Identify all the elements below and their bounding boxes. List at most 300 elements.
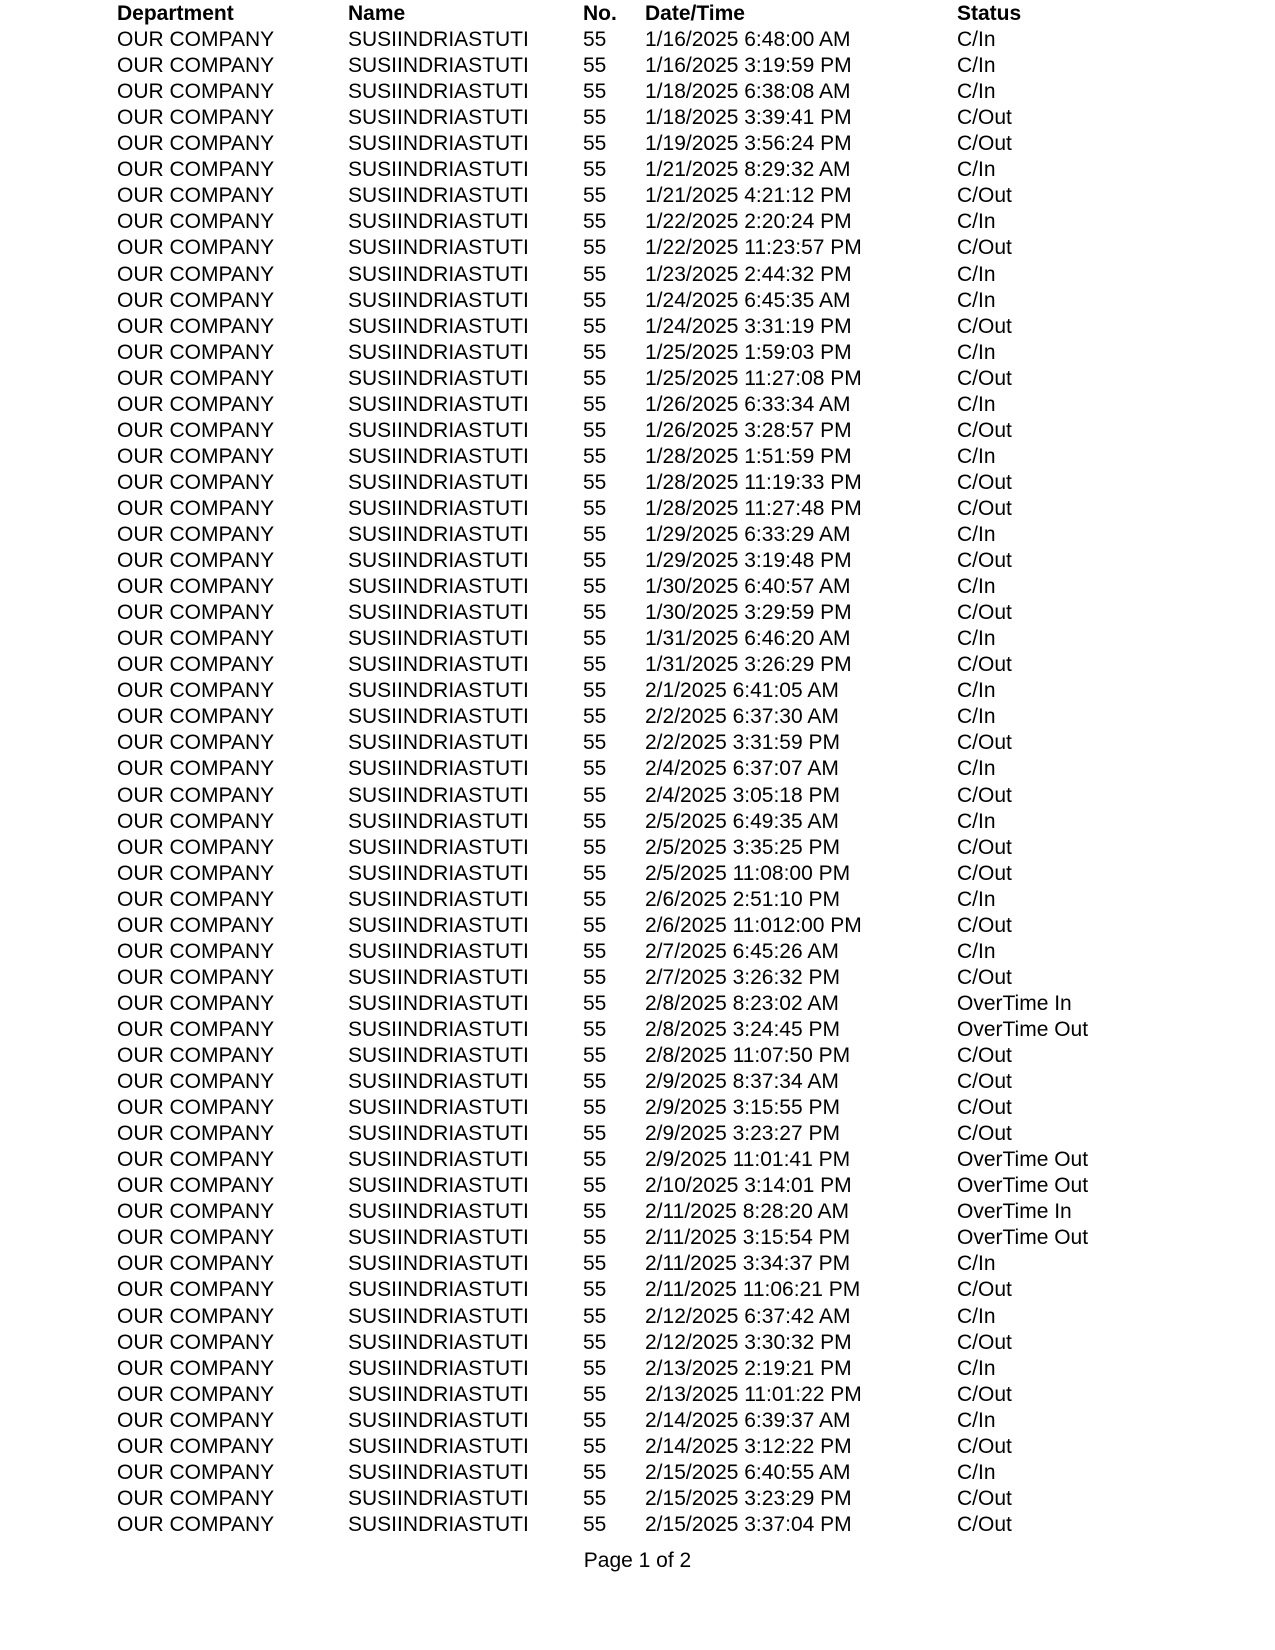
cell-datetime: 1/30/2025 6:40:57 AM xyxy=(645,575,851,599)
cell-datetime: 2/14/2025 3:12:22 PM xyxy=(645,1434,852,1458)
cell-department: OUR COMPANY xyxy=(117,158,275,182)
cell-no: 55 xyxy=(583,1044,607,1067)
table-row xyxy=(0,27,1275,53)
cell-name: SUSIINDRIASTUTI xyxy=(348,1382,529,1406)
cell-department: OUR COMPANY xyxy=(117,496,275,520)
table-row xyxy=(0,444,1275,470)
cell-no: 55 xyxy=(583,809,607,833)
cell-status: C/In xyxy=(957,939,996,963)
cell-no: 55 xyxy=(583,496,607,520)
cell-name: SUSIINDRIASTUTI xyxy=(348,1070,529,1093)
cell-no: 55 xyxy=(583,132,607,156)
table-row xyxy=(0,1486,1275,1512)
cell-status: C/Out xyxy=(957,965,1012,989)
table-row xyxy=(0,366,1275,392)
cell-name: SUSIINDRIASTUTI xyxy=(348,158,529,182)
cell-datetime: 2/11/2025 11:06:21 PM xyxy=(645,1278,861,1302)
table-row xyxy=(0,470,1275,496)
cell-status: C/Out xyxy=(957,1096,1012,1119)
cell-datetime: 2/1/2025 6:41:05 AM xyxy=(645,679,839,703)
cell-datetime: 2/8/2025 11:07:50 PM xyxy=(645,1044,851,1067)
cell-status: C/Out xyxy=(957,1122,1012,1146)
cell-department: OUR COMPANY xyxy=(117,1200,275,1224)
cell-no: 55 xyxy=(583,1434,607,1458)
cell-department: OUR COMPANY xyxy=(117,1434,275,1458)
cell-no: 55 xyxy=(583,1408,607,1432)
cell-no: 55 xyxy=(583,470,607,494)
cell-status: C/In xyxy=(957,54,996,77)
cell-department: OUR COMPANY xyxy=(117,1252,275,1276)
cell-department: OUR COMPANY xyxy=(117,913,275,937)
cell-status: C/Out xyxy=(957,835,1012,859)
cell-department: OUR COMPANY xyxy=(117,366,275,390)
cell-status: C/Out xyxy=(957,314,1012,338)
cell-no: 55 xyxy=(583,783,607,807)
cell-status: C/In xyxy=(957,809,996,833)
cell-datetime: 1/21/2025 8:29:32 AM xyxy=(645,158,851,182)
cell-datetime: 1/24/2025 6:45:35 AM xyxy=(645,288,851,312)
cell-status: OverTime Out xyxy=(957,1174,1089,1198)
cell-no: 55 xyxy=(583,1070,607,1093)
cell-department: OUR COMPANY xyxy=(117,28,275,51)
cell-name: SUSIINDRIASTUTI xyxy=(348,939,529,963)
cell-no: 55 xyxy=(583,627,607,651)
cell-department: OUR COMPANY xyxy=(117,601,275,625)
table-row xyxy=(0,913,1275,939)
table-row xyxy=(0,600,1275,626)
cell-no: 55 xyxy=(583,366,607,390)
cell-department: OUR COMPANY xyxy=(117,809,275,833)
cell-status: C/Out xyxy=(957,1278,1012,1302)
cell-department: OUR COMPANY xyxy=(117,80,275,104)
cell-datetime: 2/2/2025 6:37:30 AM xyxy=(645,705,839,729)
cell-no: 55 xyxy=(583,601,607,625)
cell-department: OUR COMPANY xyxy=(117,835,275,859)
cell-no: 55 xyxy=(583,653,607,677)
cell-name: SUSIINDRIASTUTI xyxy=(348,132,529,156)
cell-datetime: 1/29/2025 6:33:29 AM xyxy=(645,523,851,546)
table-row xyxy=(0,105,1275,131)
table-row xyxy=(0,1408,1275,1434)
cell-no: 55 xyxy=(583,1486,607,1510)
cell-datetime: 1/26/2025 6:33:34 AM xyxy=(645,392,851,416)
table-row xyxy=(0,887,1275,913)
cell-department: OUR COMPANY xyxy=(117,731,275,755)
cell-department: OUR COMPANY xyxy=(117,549,275,572)
cell-datetime: 2/5/2025 3:35:25 PM xyxy=(645,835,840,859)
cell-datetime: 2/10/2025 3:14:01 PM xyxy=(645,1174,852,1198)
column-header-datetime: Date/Time xyxy=(645,2,745,25)
cell-department: OUR COMPANY xyxy=(117,340,275,364)
table-row xyxy=(0,1512,1275,1538)
cell-datetime: 2/7/2025 3:26:32 PM xyxy=(645,965,840,989)
cell-status: C/In xyxy=(957,887,996,911)
cell-datetime: 1/29/2025 3:19:48 PM xyxy=(645,549,852,572)
cell-status: C/In xyxy=(957,262,996,286)
cell-datetime: 2/5/2025 11:08:00 PM xyxy=(645,861,851,885)
table-row xyxy=(0,1225,1275,1251)
cell-name: SUSIINDRIASTUTI xyxy=(348,106,529,130)
column-header-no: No. xyxy=(583,2,617,25)
cell-datetime: 2/12/2025 6:37:42 AM xyxy=(645,1304,851,1328)
cell-no: 55 xyxy=(583,549,607,572)
cell-name: SUSIINDRIASTUTI xyxy=(348,913,529,937)
cell-status: C/Out xyxy=(957,1382,1012,1406)
table-row xyxy=(0,574,1275,600)
cell-department: OUR COMPANY xyxy=(117,705,275,729)
cell-datetime: 2/2/2025 3:31:59 PM xyxy=(645,731,840,755)
table-row xyxy=(0,678,1275,704)
cell-status: C/Out xyxy=(957,549,1012,572)
cell-department: OUR COMPANY xyxy=(117,627,275,651)
cell-status: C/Out xyxy=(957,783,1012,807)
cell-datetime: 1/21/2025 4:21:12 PM xyxy=(645,184,852,208)
table-row xyxy=(0,496,1275,522)
cell-no: 55 xyxy=(583,523,607,546)
cell-status: C/In xyxy=(957,705,996,729)
cell-status: C/Out xyxy=(957,1044,1012,1067)
cell-status: C/In xyxy=(957,679,996,703)
cell-datetime: 2/9/2025 8:37:34 AM xyxy=(645,1070,839,1093)
table-header xyxy=(0,1,1275,27)
cell-department: OUR COMPANY xyxy=(117,965,275,989)
cell-name: SUSIINDRIASTUTI xyxy=(348,80,529,104)
cell-status: C/In xyxy=(957,340,996,364)
cell-datetime: 1/16/2025 3:19:59 PM xyxy=(645,54,852,77)
column-header-department: Department xyxy=(117,2,234,25)
cell-department: OUR COMPANY xyxy=(117,288,275,312)
cell-name: SUSIINDRIASTUTI xyxy=(348,1200,529,1224)
cell-department: OUR COMPANY xyxy=(117,262,275,286)
cell-name: SUSIINDRIASTUTI xyxy=(348,679,529,703)
cell-department: OUR COMPANY xyxy=(117,1278,275,1302)
cell-datetime: 2/14/2025 6:39:37 AM xyxy=(645,1408,851,1432)
cell-name: SUSIINDRIASTUTI xyxy=(348,1512,529,1536)
cell-name: SUSIINDRIASTUTI xyxy=(348,1017,529,1041)
cell-datetime: 2/8/2025 3:24:45 PM xyxy=(645,1017,840,1041)
cell-name: SUSIINDRIASTUTI xyxy=(348,210,529,234)
cell-name: SUSIINDRIASTUTI xyxy=(348,809,529,833)
cell-name: SUSIINDRIASTUTI xyxy=(348,861,529,885)
cell-status: C/Out xyxy=(957,601,1012,625)
cell-name: SUSIINDRIASTUTI xyxy=(348,392,529,416)
cell-no: 55 xyxy=(583,1200,607,1224)
cell-department: OUR COMPANY xyxy=(117,1070,275,1093)
table-row xyxy=(0,522,1275,548)
cell-status: C/In xyxy=(957,1356,996,1380)
cell-status: OverTime In xyxy=(957,1200,1072,1224)
cell-name: SUSIINDRIASTUTI xyxy=(348,496,529,520)
cell-datetime: 2/15/2025 3:37:04 PM xyxy=(645,1512,852,1536)
cell-department: OUR COMPANY xyxy=(117,184,275,208)
cell-no: 55 xyxy=(583,887,607,911)
cell-status: C/Out xyxy=(957,236,1012,260)
cell-department: OUR COMPANY xyxy=(117,1148,275,1172)
cell-no: 55 xyxy=(583,1304,607,1328)
cell-status: C/Out xyxy=(957,106,1012,130)
cell-status: C/Out xyxy=(957,1486,1012,1510)
cell-datetime: 2/11/2025 3:15:54 PM xyxy=(645,1226,851,1250)
cell-name: SUSIINDRIASTUTI xyxy=(348,1148,529,1172)
cell-datetime: 2/6/2025 11:012:00 PM xyxy=(645,913,862,937)
cell-no: 55 xyxy=(583,314,607,338)
cell-status: C/Out xyxy=(957,470,1012,494)
cell-department: OUR COMPANY xyxy=(117,757,275,781)
cell-name: SUSIINDRIASTUTI xyxy=(348,366,529,390)
cell-department: OUR COMPANY xyxy=(117,991,275,1015)
cell-department: OUR COMPANY xyxy=(117,54,275,77)
table-row xyxy=(0,1069,1275,1095)
cell-name: SUSIINDRIASTUTI xyxy=(348,991,529,1015)
table-row xyxy=(0,79,1275,105)
cell-no: 55 xyxy=(583,861,607,885)
cell-datetime: 1/19/2025 3:56:24 PM xyxy=(645,132,852,156)
cell-name: SUSIINDRIASTUTI xyxy=(348,54,529,77)
cell-no: 55 xyxy=(583,1174,607,1198)
cell-name: SUSIINDRIASTUTI xyxy=(348,1096,529,1119)
cell-name: SUSIINDRIASTUTI xyxy=(348,1278,529,1302)
cell-datetime: 1/24/2025 3:31:19 PM xyxy=(645,314,852,338)
table-row xyxy=(0,626,1275,652)
table-row xyxy=(0,1121,1275,1147)
cell-name: SUSIINDRIASTUTI xyxy=(348,418,529,442)
cell-datetime: 1/23/2025 2:44:32 PM xyxy=(645,262,852,286)
table-row xyxy=(0,1434,1275,1460)
cell-name: SUSIINDRIASTUTI xyxy=(348,1330,529,1354)
cell-name: SUSIINDRIASTUTI xyxy=(348,627,529,651)
cell-name: SUSIINDRIASTUTI xyxy=(348,1044,529,1067)
table-row xyxy=(0,131,1275,157)
cell-status: C/In xyxy=(957,523,996,546)
cell-no: 55 xyxy=(583,1278,607,1302)
cell-no: 55 xyxy=(583,444,607,468)
cell-datetime: 1/25/2025 11:27:08 PM xyxy=(645,366,862,390)
cell-datetime: 2/11/2025 3:34:37 PM xyxy=(645,1252,851,1276)
cell-department: OUR COMPANY xyxy=(117,861,275,885)
table-row xyxy=(0,1199,1275,1225)
cell-status: C/Out xyxy=(957,1070,1012,1093)
cell-status: C/In xyxy=(957,444,996,468)
table-row xyxy=(0,652,1275,678)
table-row xyxy=(0,1251,1275,1277)
table-row xyxy=(0,783,1275,809)
cell-name: SUSIINDRIASTUTI xyxy=(348,1356,529,1380)
cell-department: OUR COMPANY xyxy=(117,1382,275,1406)
cell-no: 55 xyxy=(583,1252,607,1276)
cell-status: C/In xyxy=(957,575,996,599)
table-row xyxy=(0,965,1275,991)
cell-status: C/Out xyxy=(957,913,1012,937)
cell-department: OUR COMPANY xyxy=(117,1096,275,1119)
table-row xyxy=(0,861,1275,887)
cell-datetime: 1/18/2025 6:38:08 AM xyxy=(645,80,851,104)
table-row xyxy=(0,1304,1275,1330)
cell-name: SUSIINDRIASTUTI xyxy=(348,288,529,312)
table-row xyxy=(0,939,1275,965)
table-row xyxy=(0,756,1275,782)
page-number: Page 1 of 2 xyxy=(583,1549,692,1572)
cell-name: SUSIINDRIASTUTI xyxy=(348,965,529,989)
cell-datetime: 1/28/2025 1:51:59 PM xyxy=(645,444,852,468)
cell-department: OUR COMPANY xyxy=(117,1174,275,1198)
cell-name: SUSIINDRIASTUTI xyxy=(348,887,529,911)
cell-name: SUSIINDRIASTUTI xyxy=(348,1434,529,1458)
table-row xyxy=(0,1017,1275,1043)
cell-no: 55 xyxy=(583,1382,607,1406)
cell-department: OUR COMPANY xyxy=(117,1122,275,1146)
cell-no: 55 xyxy=(583,575,607,599)
table-row xyxy=(0,1095,1275,1121)
table-row xyxy=(0,1460,1275,1486)
cell-department: OUR COMPANY xyxy=(117,418,275,442)
cell-datetime: 2/15/2025 3:23:29 PM xyxy=(645,1486,852,1510)
cell-no: 55 xyxy=(583,262,607,286)
cell-datetime: 2/5/2025 6:49:35 AM xyxy=(645,809,839,833)
cell-datetime: 2/15/2025 6:40:55 AM xyxy=(645,1460,851,1484)
cell-department: OUR COMPANY xyxy=(117,1408,275,1432)
cell-department: OUR COMPANY xyxy=(117,392,275,416)
cell-no: 55 xyxy=(583,835,607,859)
cell-department: OUR COMPANY xyxy=(117,939,275,963)
table-row xyxy=(0,704,1275,730)
cell-department: OUR COMPANY xyxy=(117,1330,275,1354)
table-row xyxy=(0,183,1275,209)
cell-datetime: 1/28/2025 11:19:33 PM xyxy=(645,470,862,494)
cell-status: C/In xyxy=(957,210,996,234)
cell-status: C/Out xyxy=(957,1434,1012,1458)
cell-department: OUR COMPANY xyxy=(117,653,275,677)
cell-status: C/In xyxy=(957,1408,996,1432)
cell-name: SUSIINDRIASTUTI xyxy=(348,549,529,572)
cell-no: 55 xyxy=(583,184,607,208)
cell-status: C/Out xyxy=(957,653,1012,677)
cell-department: OUR COMPANY xyxy=(117,106,275,130)
cell-department: OUR COMPANY xyxy=(117,1226,275,1250)
table-row xyxy=(0,730,1275,756)
cell-status: C/Out xyxy=(957,861,1012,885)
cell-no: 55 xyxy=(583,731,607,755)
cell-department: OUR COMPANY xyxy=(117,444,275,468)
cell-no: 55 xyxy=(583,1226,607,1250)
cell-department: OUR COMPANY xyxy=(117,1356,275,1380)
cell-department: OUR COMPANY xyxy=(117,210,275,234)
cell-name: SUSIINDRIASTUTI xyxy=(348,1226,529,1250)
cell-no: 55 xyxy=(583,1148,607,1172)
cell-status: C/In xyxy=(957,1304,996,1328)
cell-department: OUR COMPANY xyxy=(117,523,275,546)
cell-datetime: 1/31/2025 3:26:29 PM xyxy=(645,653,852,677)
table-row xyxy=(0,288,1275,314)
cell-status: C/In xyxy=(957,392,996,416)
cell-status: C/In xyxy=(957,158,996,182)
table-row xyxy=(0,1330,1275,1356)
cell-status: C/Out xyxy=(957,132,1012,156)
cell-department: OUR COMPANY xyxy=(117,575,275,599)
cell-no: 55 xyxy=(583,679,607,703)
cell-department: OUR COMPANY xyxy=(117,1460,275,1484)
cell-status: C/In xyxy=(957,288,996,312)
cell-name: SUSIINDRIASTUTI xyxy=(348,1304,529,1328)
cell-datetime: 2/6/2025 2:51:10 PM xyxy=(645,887,840,911)
cell-no: 55 xyxy=(583,757,607,781)
cell-status: C/In xyxy=(957,1252,996,1276)
cell-name: SUSIINDRIASTUTI xyxy=(348,1408,529,1432)
table-row xyxy=(0,1043,1275,1069)
cell-no: 55 xyxy=(583,210,607,234)
cell-department: OUR COMPANY xyxy=(117,1304,275,1328)
cell-status: C/Out xyxy=(957,184,1012,208)
column-header-name: Name xyxy=(348,2,406,25)
cell-no: 55 xyxy=(583,106,607,130)
cell-datetime: 2/8/2025 8:23:02 AM xyxy=(645,991,839,1015)
cell-name: SUSIINDRIASTUTI xyxy=(348,340,529,364)
cell-no: 55 xyxy=(583,1356,607,1380)
cell-no: 55 xyxy=(583,80,607,104)
table-row xyxy=(0,1382,1275,1408)
cell-datetime: 2/4/2025 3:05:18 PM xyxy=(645,783,840,807)
cell-name: SUSIINDRIASTUTI xyxy=(348,262,529,286)
cell-datetime: 2/11/2025 8:28:20 AM xyxy=(645,1200,849,1224)
cell-status: C/In xyxy=(957,80,996,104)
table-row xyxy=(0,418,1275,444)
cell-no: 55 xyxy=(583,939,607,963)
cell-department: OUR COMPANY xyxy=(117,887,275,911)
cell-name: SUSIINDRIASTUTI xyxy=(348,1486,529,1510)
cell-name: SUSIINDRIASTUTI xyxy=(348,1174,529,1198)
table-row xyxy=(0,1277,1275,1303)
cell-status: OverTime In xyxy=(957,991,1072,1015)
cell-status: C/Out xyxy=(957,731,1012,755)
cell-department: OUR COMPANY xyxy=(117,236,275,260)
cell-no: 55 xyxy=(583,1460,607,1484)
cell-no: 55 xyxy=(583,1512,607,1536)
cell-datetime: 2/9/2025 3:15:55 PM xyxy=(645,1096,840,1119)
cell-no: 55 xyxy=(583,418,607,442)
cell-department: OUR COMPANY xyxy=(117,679,275,703)
cell-no: 55 xyxy=(583,54,607,77)
cell-name: SUSIINDRIASTUTI xyxy=(348,314,529,338)
cell-no: 55 xyxy=(583,340,607,364)
table-row xyxy=(0,209,1275,235)
cell-datetime: 1/26/2025 3:28:57 PM xyxy=(645,418,852,442)
cell-name: SUSIINDRIASTUTI xyxy=(348,757,529,781)
cell-department: OUR COMPANY xyxy=(117,783,275,807)
cell-name: SUSIINDRIASTUTI xyxy=(348,444,529,468)
column-header-status: Status xyxy=(957,2,1022,25)
table-row xyxy=(0,1147,1275,1173)
cell-name: SUSIINDRIASTUTI xyxy=(348,523,529,546)
table-row xyxy=(0,548,1275,574)
cell-name: SUSIINDRIASTUTI xyxy=(348,653,529,677)
cell-department: OUR COMPANY xyxy=(117,470,275,494)
cell-name: SUSIINDRIASTUTI xyxy=(348,236,529,260)
cell-name: SUSIINDRIASTUTI xyxy=(348,470,529,494)
cell-datetime: 1/31/2025 6:46:20 AM xyxy=(645,627,851,651)
cell-datetime: 2/13/2025 2:19:21 PM xyxy=(645,1356,852,1380)
cell-datetime: 1/25/2025 1:59:03 PM xyxy=(645,340,852,364)
table-row xyxy=(0,809,1275,835)
table-row xyxy=(0,1173,1275,1199)
cell-name: SUSIINDRIASTUTI xyxy=(348,731,529,755)
cell-datetime: 1/28/2025 11:27:48 PM xyxy=(645,496,862,520)
cell-status: C/Out xyxy=(957,1512,1012,1536)
cell-status: C/Out xyxy=(957,366,1012,390)
cell-no: 55 xyxy=(583,158,607,182)
cell-datetime: 1/16/2025 6:48:00 AM xyxy=(645,28,851,51)
cell-name: SUSIINDRIASTUTI xyxy=(348,783,529,807)
cell-datetime: 1/22/2025 2:20:24 PM xyxy=(645,210,852,234)
table-row xyxy=(0,314,1275,340)
